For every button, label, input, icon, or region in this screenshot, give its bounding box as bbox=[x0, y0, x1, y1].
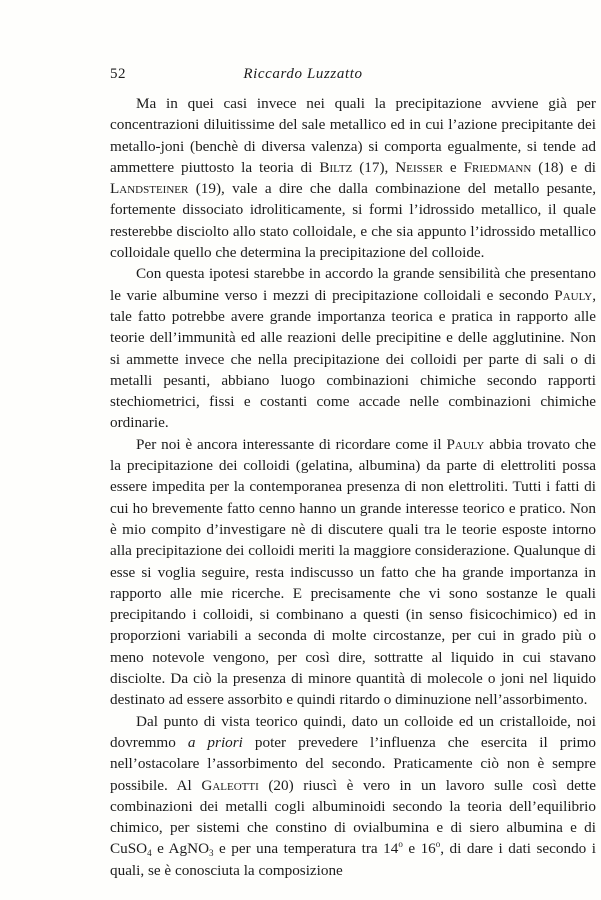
paragraph-4 bbox=[110, 711, 596, 881]
text-run: (17), bbox=[352, 158, 396, 176]
text-run: (19), vale a dire che dalla combinazione del metallo pesante, fortemente dissociato idroliticamente, si formi l’idrossido metallico, il quale resterebbe disciolto allo stato colloidale, e che sia appunto l’idrossido metallico colloidale quello che determina la precipitazione del colloide. bbox=[110, 180, 596, 262]
text-sub: 3 bbox=[209, 848, 214, 859]
text-sub: 4 bbox=[147, 848, 152, 859]
text-run: e bbox=[442, 158, 464, 176]
text-run: e 16 bbox=[402, 840, 436, 858]
text-run: e AgNO bbox=[151, 840, 210, 858]
text-run: e per una temperatura tra 14 bbox=[213, 840, 399, 858]
author-name: Galeotti bbox=[201, 776, 259, 794]
paragraph-3 bbox=[110, 434, 596, 711]
paragraph-1 bbox=[110, 93, 596, 263]
paragraph-2 bbox=[110, 263, 596, 433]
author-name: Landsteiner bbox=[110, 180, 189, 198]
author-name: Pauly bbox=[554, 286, 593, 304]
text-run: Dal punto di vista teorico quindi, dato un colloide ed un cristalloide, noi dovremmo bbox=[110, 712, 596, 751]
text-run: (20) riuscì è vero in un lavoro sulle così dette combinazioni dei metalli cogli albuminoidi secondo la teoria dell’equilibrio chimico, per sistemi che constino di ovialbumina e di siero albumina e di CuSO bbox=[110, 776, 596, 858]
text-run: poter prevedere l’influenza che esercita il primo nell’ostacolare l’assorbimento del secondo. Praticamente ciò non è sempre possibile. Al bbox=[110, 733, 596, 794]
text-run: abbia trovato che la precipitazione dei colloidi (gelatina, albumina) da parte di elettroliti possa essere impedita per la contemporanea presenza di non elettroliti. Tutti i fatti di cui ho brevemente fatto cenno hanno un grande interesse teorico e pratico. Non è mio compito d’investigare nè di discutere quali tra le teorie esposte intorno alla precipitazione dei colloidi meriti la maggiore considerazione. Qualunque di esse si voglia seguire, resta indiscusso un fatto che ha grande importanza in rapporto alle mie ricerche. E precisamente che vi sono sostanze le quali precipitando i colloidi, si combinano a questi (in senso fisicochimico) ed in proporzioni variabili a seconda di molte circostanze, per cui in grado più o meno notevole vengono, per così dire, sottratte al liquido in cui stavano disciolte. Da ciò la presenza di minore quantità di molecole o joni nel liquido destinato ad essere assorbito e quindi ritardo o diminuzione nell’assorbimento. bbox=[110, 435, 596, 709]
running-head: Riccardo Luzzatto bbox=[243, 66, 363, 82]
text-sup: o bbox=[398, 839, 403, 850]
body-text bbox=[110, 93, 596, 881]
text-run: , tale fatto potrebbe avere grande importanza teorica e pratica in rapporto alle teorie dell’immunità ed alle reazioni delle precipitine e delle agglutinine. Non si ammette invece che nella precipitazione dei colloidi per parte di sali o di metalli pesanti, abbiano luogo combinazioni chimiche secondo rapporti stechiometrici, fissi e costanti come accade nelle combinazioni chimiche ordinarie. bbox=[110, 286, 596, 432]
author-name: Neisser bbox=[395, 158, 443, 176]
text-it: a priori bbox=[187, 733, 243, 751]
text-run: Ma in quei casi invece nei quali la precipitazione avviene già per concentrazioni diluitissime del sale metallico ed in cui l’azione precipitante dei metallo-joni (benchè di diversa valenza) si comporta egualmente, si tende ad ammettere piuttosto la teoria di bbox=[110, 95, 596, 176]
text-run: (18) e di bbox=[531, 158, 597, 176]
text-sup: o bbox=[435, 839, 441, 850]
page-header bbox=[110, 66, 496, 86]
text-run: Per noi è ancora interessante di ricordare come il bbox=[136, 435, 447, 453]
author-name: Biltz bbox=[319, 158, 353, 176]
text-run: , di dare i dati secondo i quali, se è conosciuta la composizione bbox=[110, 840, 596, 879]
author-name: Pauly bbox=[446, 435, 485, 453]
page-number: 52 bbox=[110, 66, 126, 82]
author-name: Friedmann bbox=[463, 158, 532, 176]
text-run: Con questa ipotesi starebbe in accordo la grande sensibilità che presentano le varie albumine verso i mezzi di precipitazione colloidali e secondo bbox=[110, 265, 596, 304]
